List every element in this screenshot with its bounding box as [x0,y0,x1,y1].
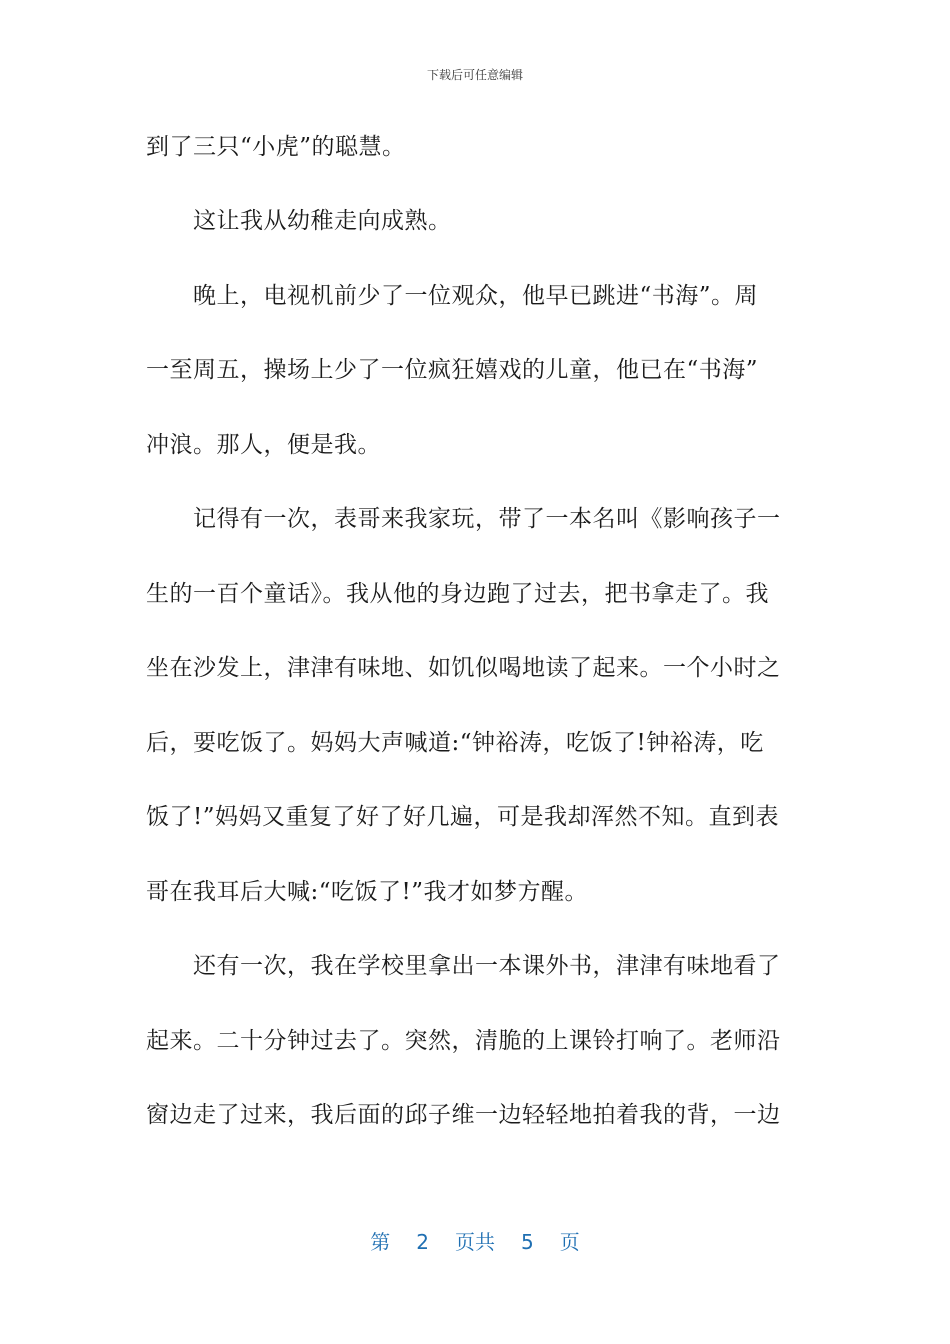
text-line: 晚上，电视机前少了一位观众，他早已跳进“书海”。周 [146,283,759,309]
page-footer [0,1226,950,1255]
footer-label-prefix: 第 [370,1230,391,1254]
text-line: 这让我从幼稚走向成熟。 [146,208,452,234]
text-line: 到了三只“小虎”的聪慧。 [146,134,406,160]
text-line: 记得有一次，表哥来我家玩，带了一本名叫《影响孩子一 [146,506,781,532]
text-line: 起来。二十分钟过去了。突然，清脆的上课铃打响了。老师沿 [146,1028,781,1054]
text-line: 后，要吃饭了。妈妈大声喊道:“钟裕涛，吃饭了!钟裕涛，吃 [146,730,764,756]
current-page-number: 2 [416,1230,429,1254]
text-line: 一至周五，操场上少了一位疯狂嬉戏的儿童，他已在“书海” [146,357,759,383]
text-line: 哥在我耳后大喊:“吃饭了!”我才如梦方醒。 [146,879,589,905]
text-line: 还有一次，我在学校里拿出一本课外书，津津有味地看了 [146,953,781,979]
footer-label-middle: 页共 [455,1230,495,1254]
footer-label-suffix: 页 [559,1230,580,1254]
text-line: 生的一百个童话》。我从他的身边跑了过去，把书拿走了。我 [146,581,769,607]
header-note: 下载后可任意编辑 [426,68,523,82]
text-line: 冲浪。那人，便是我。 [146,432,381,458]
total-pages-number: 5 [521,1230,534,1254]
text-line: 坐在沙发上，津津有味地、如饥似喝地读了起来。一个小时之 [146,655,781,681]
text-line: 窗边走了过来，我后面的邱子维一边轻轻地拍着我的背，一边 [146,1102,781,1128]
text-line: 饭了!”妈妈又重复了好了好几遍，可是我却浑然不知。直到表 [146,804,780,830]
